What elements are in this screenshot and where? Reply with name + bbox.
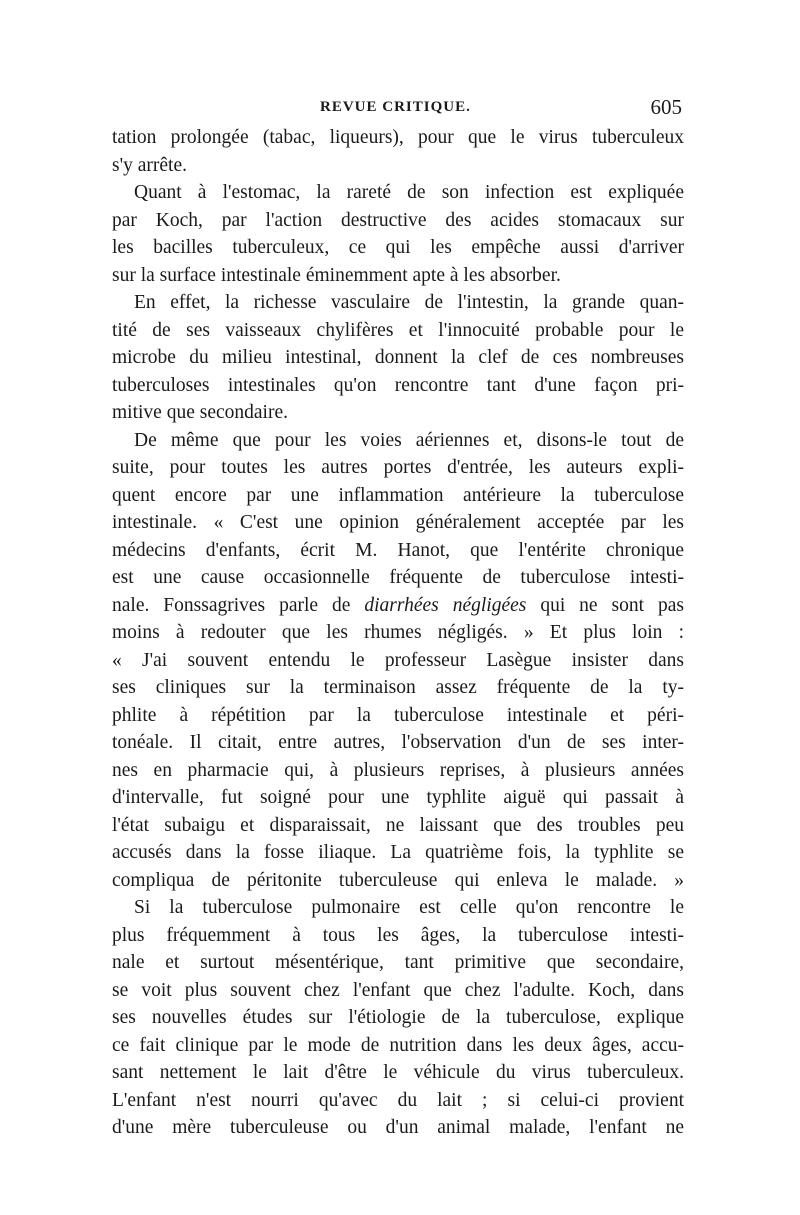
text-line: nes en pharmacie qui, à plusieurs reprises, à plusieurs années bbox=[112, 759, 684, 781]
text-line bbox=[112, 592, 684, 620]
text-line: quent encore par une inflammation antérieure la tuberculose bbox=[112, 484, 684, 506]
text-line: médecins d'enfants, écrit M. Hanot, que l'entérite chronique bbox=[112, 539, 684, 561]
text-line: tonéale. Il citait, entre autres, l'observation d'un de ses inter- bbox=[112, 732, 684, 753]
text-line: d'intervalle, fut soigné pour une typhlite aiguë qui passait à bbox=[112, 787, 684, 808]
text-line: suite, pour toutes les autres portes d'entrée, les auteurs expli- bbox=[112, 457, 684, 478]
text-line: ses nouvelles études sur l'étiologie de la tuberculose, explique bbox=[112, 1007, 684, 1028]
text-line: plus fréquemment à tous les âges, la tuberculose intesti- bbox=[112, 924, 684, 946]
text-line: Quant à l'estomac, la rareté de son infection est expliquée bbox=[134, 182, 684, 203]
text-line: Si la tuberculose pulmonaire est celle qu'on rencontre le bbox=[134, 897, 684, 918]
text-line: De même que pour les voies aériennes et, disons-le tout de bbox=[134, 429, 684, 451]
text-line: intestinale. « C'est une opinion généralement acceptée par les bbox=[112, 512, 684, 533]
text-line: s'y arrête. bbox=[112, 154, 187, 176]
text-line: ce fait clinique par le mode de nutrition dans les deux âges, accu- bbox=[112, 1034, 684, 1056]
text-line: L'enfant n'est nourri qu'avec du lait ; si celui-ci provient bbox=[112, 1089, 684, 1111]
text-line: compliqua de péritonite tuberculeuse qui enleva le malade. » bbox=[112, 869, 684, 891]
text-line: En effet, la richesse vasculaire de l'intestin, la grande quan- bbox=[134, 292, 684, 313]
text-line: par Koch, par l'action destructive des acides stomacaux sur bbox=[112, 209, 684, 231]
text-line: l'état subaigu et disparaissait, ne laissant que des troubles peu bbox=[112, 814, 684, 836]
text-line: microbe du milieu intestinal, donnent la clef de ces nombreuses bbox=[112, 347, 684, 368]
body-text bbox=[112, 124, 684, 1142]
text-line: nale et surtout mésentérique, tant primitive que secondaire, bbox=[112, 952, 684, 973]
text-line: tation prolongée (tabac, liqueurs), pour que le virus tuberculeux bbox=[112, 127, 684, 148]
text-line: mitive que secondaire. bbox=[112, 402, 288, 423]
text-line: se voit plus souvent chez l'enfant que chez l'adulte. Koch, dans bbox=[112, 979, 684, 1001]
page-number: 605 bbox=[650, 95, 682, 119]
text-line: moins à redouter que les rhumes négligés. » Et plus loin : bbox=[112, 622, 684, 643]
text-line: tuberculoses intestinales qu'on rencontre tant d'une façon pri- bbox=[112, 374, 684, 396]
text-line: d'une mère tuberculeuse ou d'un animal malade, l'enfant ne bbox=[112, 1117, 684, 1138]
text-line: sur la surface intestinale éminemment apte à les absorber. bbox=[112, 264, 561, 286]
italic-phrase: diarrhées négligées bbox=[364, 594, 527, 616]
text-line: ses cliniques sur la terminaison assez fréquente de la ty- bbox=[112, 677, 684, 698]
text-segment: nale. Fonssagrives parle de bbox=[112, 594, 365, 616]
text-line: « J'ai souvent entendu le professeur Lasègue insister dans bbox=[112, 649, 684, 671]
text-line: est une cause occasionnelle fréquente de tuberculose intesti- bbox=[112, 567, 684, 588]
text-line: accusés dans la fosse iliaque. La quatrième fois, la typhlite se bbox=[112, 842, 684, 863]
text-line: les bacilles tuberculeux, ce qui les empêche aussi d'arriver bbox=[112, 237, 684, 258]
running-title: REVUE CRITIQUE. bbox=[320, 99, 471, 115]
text-line: phlite à répétition par la tuberculose intestinale et péri- bbox=[112, 704, 684, 726]
text-segment: qui ne sont pas bbox=[526, 594, 684, 616]
text-line: sant nettement le lait d'être le véhicule du virus tuberculeux. bbox=[112, 1062, 684, 1083]
page-header bbox=[112, 95, 682, 125]
text-line: tité de ses vaisseaux chylifères et l'innocuité probable pour le bbox=[112, 319, 684, 341]
